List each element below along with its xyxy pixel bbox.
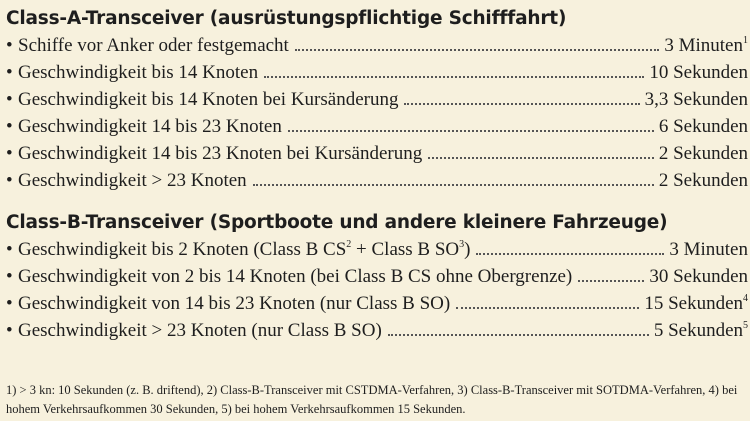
row-label: Geschwindigkeit von 2 bis 14 Knoten (bei Class B CS ohne Obergrenze) — [18, 266, 573, 287]
footnote-marker: 5 — [743, 320, 748, 331]
dot-leader — [578, 280, 644, 282]
dot-leader — [404, 103, 639, 105]
row-value: 5 Sekunden$^5$ — [653, 320, 748, 341]
bullet: • — [6, 116, 13, 137]
row-label: Geschwindigkeit bis 14 Knoten — [18, 62, 259, 83]
row-value: 6 Sekunden — [658, 116, 748, 137]
dot-leader — [476, 253, 664, 255]
list-item — [6, 86, 748, 113]
row-value: 30 Sekunden — [649, 266, 748, 287]
row-value: 3 Minuten — [669, 239, 748, 260]
dot-leader — [388, 334, 649, 336]
class-b-interval-list — [6, 236, 750, 344]
list-item — [6, 290, 748, 317]
row-label: Geschwindigkeit bis 14 Knoten bei Kursänderung — [18, 89, 399, 110]
row-label: Geschwindigkeit 14 bis 23 Knoten — [18, 116, 282, 137]
row-label: Geschwindigkeit bis 2 Knoten (Class B $CS^2$ + Class B $SO^3$) — [18, 239, 471, 260]
row-value: 2 Sekunden — [658, 143, 748, 164]
bullet: • — [6, 266, 13, 287]
list-item — [6, 140, 748, 167]
section-title-class-a: Class-A-Transceiver (ausrüstungspflichtige Schifffahrt) — [6, 8, 567, 29]
bullet: • — [6, 35, 13, 56]
bullet: • — [6, 170, 13, 191]
list-item — [6, 32, 748, 59]
row-value: 3,3 Sekunden — [644, 89, 748, 110]
list-item — [6, 113, 748, 140]
bullet: • — [6, 293, 13, 314]
row-label: Schiffe vor Anker oder festgemacht — [18, 35, 289, 56]
row-value: 3 Minuten$^1$ — [664, 35, 748, 56]
section-title-class-b: Class-B-Transceiver (Sportboote und andere kleinere Fahrzeuge) — [6, 212, 668, 233]
bullet: • — [6, 62, 13, 83]
list-item — [6, 236, 748, 263]
list-item — [6, 59, 748, 86]
footnote-marker: 3 — [459, 239, 465, 250]
dot-leader — [288, 130, 654, 132]
bullet: • — [6, 89, 13, 110]
bullet: • — [6, 239, 13, 260]
row-label: Geschwindigkeit > 23 Knoten — [18, 170, 247, 191]
row-value: 15 Sekunden$^4$ — [644, 293, 748, 314]
dot-leader — [264, 76, 644, 78]
footnote-marker: 4 — [743, 293, 748, 304]
list-item — [6, 167, 748, 194]
dot-leader — [295, 49, 660, 51]
dot-leader — [456, 307, 639, 309]
row-value: 10 Sekunden — [649, 62, 748, 83]
footnotes: 1) > 3 kn: 10 Sekunden (z. B. driftend), 2) Class-B-Transceiver mit CSTDMA-Verfahren, 3) Class-B-Transceiver mit SOTDMA-Verfahren, 4) bei hohem Verkehrsaufkommen 30 Sekunden, 5) bei hohem Verkehrsaufkommen 15 Sekunden. — [6, 383, 738, 416]
list-item — [6, 317, 748, 344]
bullet: • — [6, 320, 13, 341]
bullet: • — [6, 143, 13, 164]
row-label: Geschwindigkeit > 23 Knoten (nur Class B SO) — [18, 320, 382, 341]
list-item — [6, 263, 748, 290]
class-a-interval-list — [6, 32, 750, 194]
footnote-marker: 2 — [346, 239, 352, 250]
dot-leader — [253, 184, 654, 186]
row-value: 2 Sekunden — [658, 170, 748, 191]
footnote-marker: 1 — [743, 35, 748, 46]
section-spacer — [6, 194, 750, 210]
row-label: Geschwindigkeit von 14 bis 23 Knoten (nur Class B SO) — [18, 293, 451, 314]
dot-leader — [428, 157, 654, 159]
row-label: Geschwindigkeit 14 bis 23 Knoten bei Kursänderung — [18, 143, 423, 164]
